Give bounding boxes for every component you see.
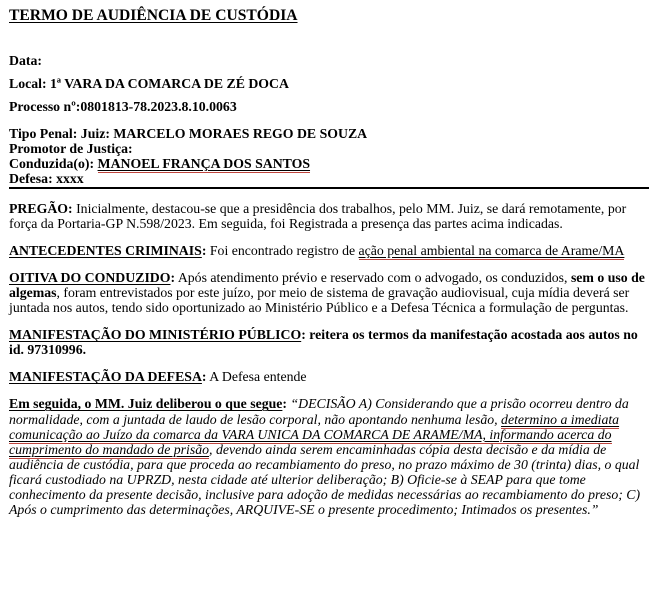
oitiva-text-2: , foram entrevistados por este juízo, por meio de sistema de gravação audiovisual, cuja mídia deverá ser juntada nos autos, tendo sido oportunizado ao Ministério Público e a Defesa Técnica a formulação de perguntas. — [9, 285, 630, 316]
pregao-label: PREGÃO: — [9, 201, 73, 217]
pregao-text: Inicialmente, destacou-se que a presidência dos trabalhos, pelo MM. Juiz, se dará remotamente, por força da Portaria-GP N.598/2023. Em seguida, foi Registrada a presença das partes acima indicadas. — [9, 201, 627, 232]
conduzida-line — [9, 156, 649, 171]
parties-block — [9, 126, 649, 189]
document-title: TERMO DE AUDIÊNCIA DE CUSTÓDIA — [9, 7, 298, 24]
meta-data-line — [9, 53, 649, 68]
antecedentes-label: ANTECEDENTES CRIMINAIS — [9, 243, 202, 259]
conduzida-name: MANOEL FRANÇA DOS SANTOS — [97, 156, 311, 172]
manifestacao-defesa-colon: : — [201, 369, 207, 385]
promotor-label: Promotor de Justiça: — [9, 141, 133, 157]
meta-local-line — [9, 76, 649, 91]
tipo-penal-line — [9, 126, 649, 141]
antecedentes-marked-text: ação penal ambiental na comarca de Arame/MA — [358, 243, 625, 259]
manifestacao-mp-text: reitera os termos da manifestação acostada aos autos no id. 97310996. — [9, 327, 638, 358]
antecedentes-paragraph — [9, 243, 649, 258]
conduzida-label: Conduzida(o): — [9, 156, 98, 172]
pregao-paragraph — [9, 201, 649, 231]
oitiva-label: OITIVA DO CONDUZIDO — [9, 270, 171, 286]
meta-processo-line — [9, 99, 649, 114]
oitiva-colon: : — [170, 270, 176, 286]
manifestacao-mp-paragraph — [9, 327, 649, 357]
oitiva-text-1: Após atendimento prévio e reservado com o advogado, os conduzidos, — [175, 270, 571, 286]
oitiva-paragraph — [9, 270, 649, 315]
manifestacao-defesa-text: A Defesa entende — [206, 369, 307, 385]
decisao-marked-text: determino a imediata comunicação ao Juízo da comarca da VARA UNICA DA COMARCA DE ARAME/MA, informando acerca do cumprimento do mandado de prisão — [9, 411, 620, 457]
defesa-line — [9, 171, 649, 186]
decisao-quote-part-1: “DECISÃO A) Considerando que a prisão ocorreu dentro da normalidade, com a juntada de laudo de lesão corporal, não apontando nenhuma lesão, — [9, 396, 629, 427]
processo-number: Processo nº:0801813-78.2023.8.10.0063 — [9, 99, 237, 115]
promotor-line — [9, 141, 649, 156]
decisao-paragraph — [9, 396, 649, 516]
local-value: Local: 1ª VARA DA COMARCA DE ZÉ DOCA — [9, 76, 289, 92]
decisao-colon: : — [282, 396, 291, 412]
data-label: Data: — [9, 52, 42, 68]
manifestacao-mp-label: MANIFESTAÇÃO DO MINISTÉRIO PÚBLICO — [9, 327, 302, 343]
antecedentes-text: Foi encontrado registro de — [206, 243, 359, 259]
antecedentes-colon: : — [201, 243, 207, 259]
tipo-penal-value: Tipo Penal: Juiz: MARCELO MORAES REGO DE SOUZA — [9, 126, 368, 142]
defesa-value: Defesa: xxxx — [9, 171, 84, 187]
oitiva-bold-phrase: sem o uso de algemas — [9, 270, 645, 301]
manifestacao-mp-colon: : — [301, 327, 306, 343]
decisao-label: Em seguida, o MM. Juiz deliberou o que segue — [9, 396, 283, 412]
manifestacao-defesa-paragraph — [9, 369, 649, 384]
manifestacao-defesa-label: MANIFESTAÇÃO DA DEFESA — [9, 369, 202, 385]
decisao-quote-part-2: , devendo ainda serem encaminhadas cópia desta decisão e da mídia de audiência de custódia, para que proceda ao recambiamento do preso, no prazo máximo de 30 (trinta) dias, o qual ficará custodiado na UPRZD, nesta cidade até ulterior deliberação; B) Oficie-se à SEAP para que tome conhecimento da presente decisão, inclusive para adoção de medidas necessárias ao recambiamento do preso; C) Após o cumprimento das determinações, ARQUIVE-SE o presente procedimento; Intimados os presentes.” — [9, 441, 641, 517]
